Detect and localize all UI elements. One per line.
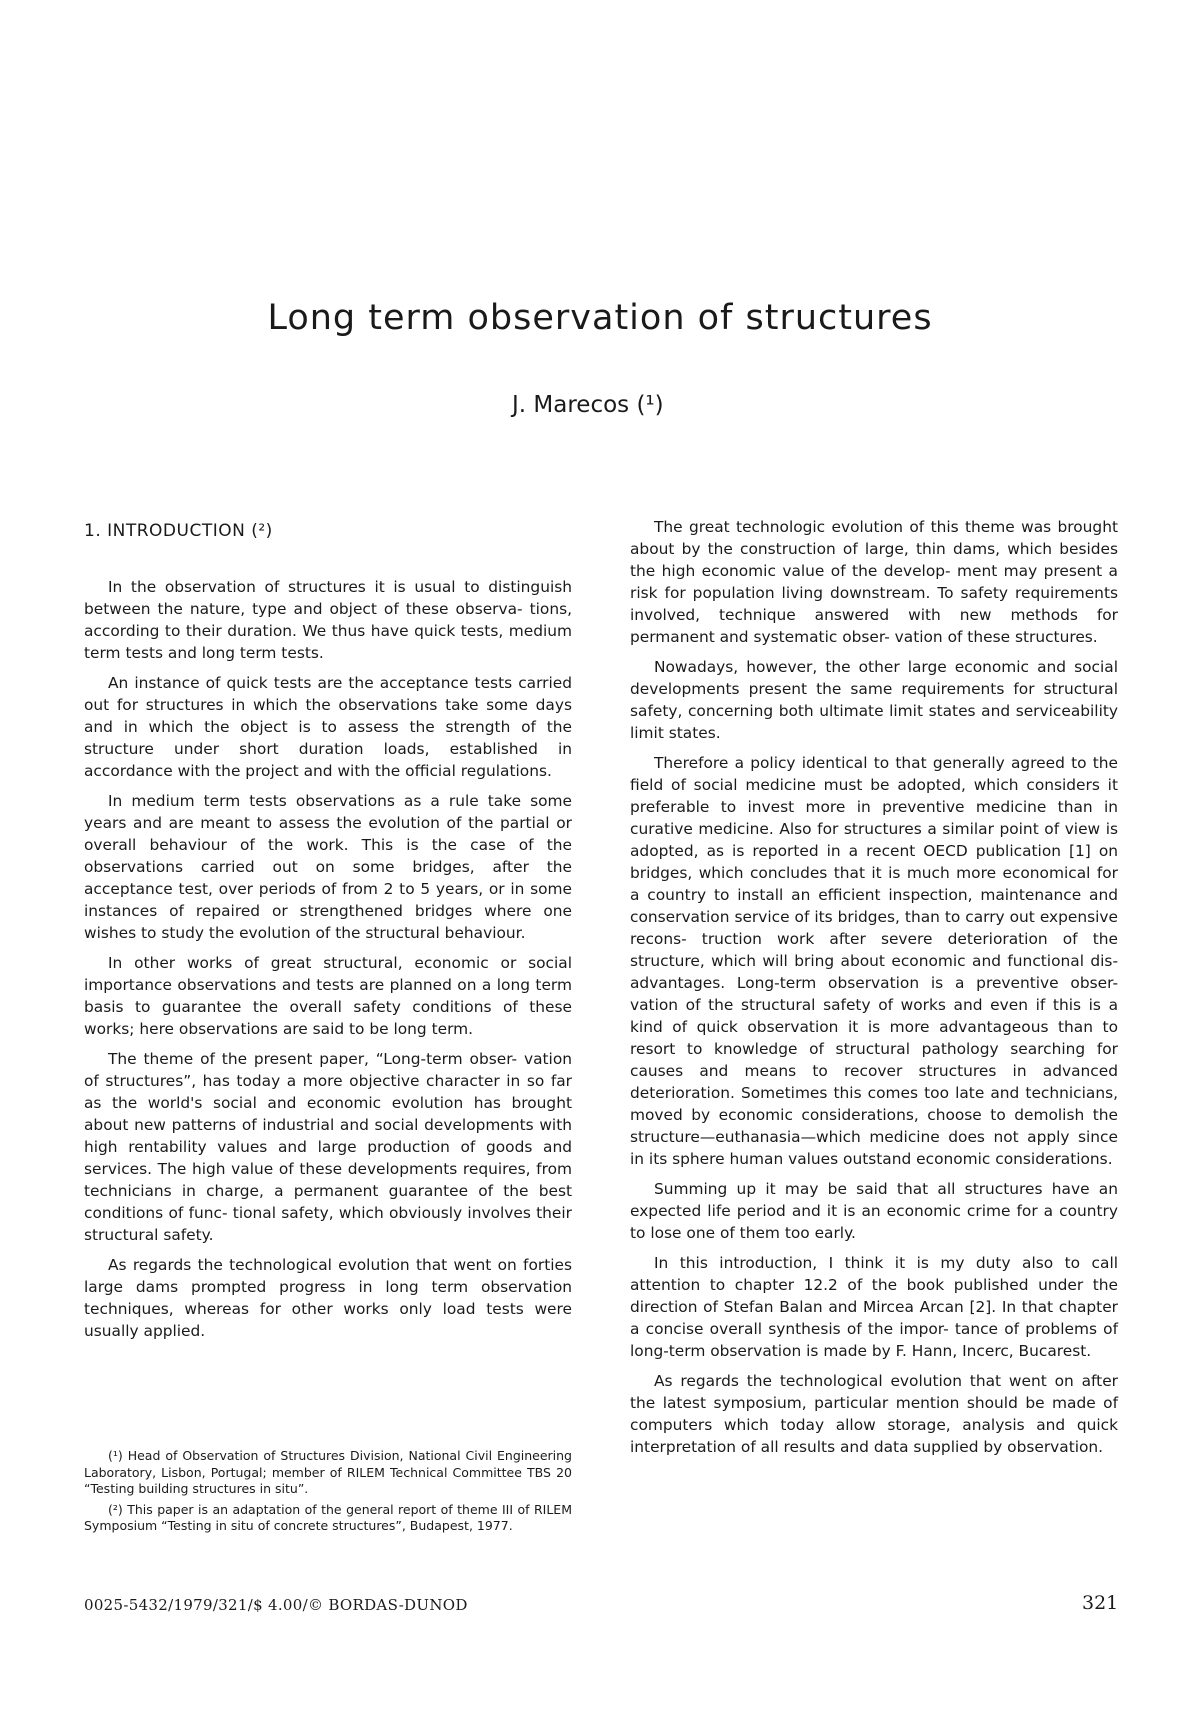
paper-author: J. Marecos (¹): [512, 392, 664, 418]
page-number: 321: [1082, 1592, 1119, 1614]
left-paragraph: In medium term tests observations as a rule take some years and are meant to assess the evolution of the partial or overall behaviour of the work. This is the case of the observations carried out on some bridges, after the acceptance test, over periods of from 2 to 5 years, or in some instances of repaired or strengthened bridges where one wishes to study the evolution of the structural behaviour.: [84, 792, 572, 942]
right-paragraph: The great technologic evolution of this theme was brought about by the construction of large, thin dams, which besides the high economic value of the develop- ment may present a risk for population living downstream. To safety requirements involved, technique answered with new methods for permanent and systematic obser- vation of these structures.: [630, 518, 1118, 646]
left-paragraph: As regards the technological evolution that went on forties large dams prompted progress in long term observation techniques, whereas for other works only load tests were usually applied.: [84, 1256, 572, 1340]
footer-code: 0025-5432/1979/321/$ 4.00/© BORDAS-DUNOD: [84, 1596, 468, 1614]
left-paragraph: An instance of quick tests are the acceptance tests carried out for structures in which the observations take some days and in which the object is to assess the strength of the structure under short duration loads, established in accordance with the project and with the official regulations.: [84, 674, 572, 780]
left-paragraph: The theme of the present paper, “Long-term obser- vation of structures”, has today a more objective character in so far as the world's social and economic evolution has brought about new patterns of industrial and social developments with high rentability values and large production of goods and services. The high value of these developments requires, from technicians in charge, a permanent guarantee of the best conditions of func- tional safety, which obviously involves their structural safety.: [84, 1050, 572, 1244]
footnotes: [84, 1448, 572, 1539]
section-heading: 1. INTRODUCTION (²): [84, 521, 273, 541]
left-paragraph: In the observation of structures it is usual to distinguish between the nature, type and object of these observa- tions, according to their duration. We thus have quick tests, medium term tests and long term tests.: [84, 578, 572, 662]
paper-title: Long term observation of structures: [267, 298, 933, 338]
right-paragraph: Summing up it may be said that all structures have an expected life period and it is an economic crime for a country to lose one of them too early.: [630, 1180, 1118, 1242]
right-paragraph: As regards the technological evolution that went on after the latest symposium, particular mention should be made of computers which today allow storage, analysis and quick interpretation of all results and data supplied by observation.: [630, 1372, 1118, 1456]
right-paragraph: Nowadays, however, the other large economic and social developments present the same requirements for structural safety, concerning both ultimate limit states and serviceability limit states.: [630, 658, 1118, 742]
right-column: [630, 516, 1118, 1466]
left-paragraph: In other works of great structural, economic or social importance observations and tests are planned on a long term basis to guarantee the overall safety conditions of these works; here observations are said to be long term.: [84, 954, 572, 1038]
left-column: [84, 520, 572, 1350]
footnote: (²) This paper is an adaptation of the general report of theme III of RILEM Symposium “Testing in situ of concrete structures”, Budapest, 1977.: [84, 1501, 572, 1533]
right-paragraph: In this introduction, I think it is my duty also to call attention to chapter 12.2 of the book published under the direction of Stefan Balan and Mircea Arcan [2]. In that chapter a concise overall synthesis of the impor- tance of problems of long-term observation is made by F. Hann, Incerc, Bucarest.: [630, 1254, 1118, 1360]
footnote: (¹) Head of Observation of Structures Division, National Civil Engineering Laboratory, Lisbon, Portugal; member of RILEM Technical Committee TBS 20 “Testing building structures in situ”.: [84, 1448, 572, 1496]
right-paragraph: Therefore a policy identical to that generally agreed to the field of social medicine must be adopted, which considers it preferable to invest more in preventive medicine than in curative medicine. Also for structures a similar point of view is adopted, as is reported in a recent OECD publication [1] on bridges, which concludes that it is much more economical for a country to install an efficient inspection, maintenance and conservation service of its bridges, than to carry out expensive recons- truction work after severe deterioration of the structure, which will bring about economic and functional dis- advantages. Long-term observation is a preventive obser- vation of the structural safety of works and even if this is a kind of quick observation it is more advantageous than to resort to knowledge of structural pathology searching for causes and means to recover structures in advanced deterioration. Sometimes this comes too late and technicians, moved by economic considerations, choose to demolish the structure—euthanasia—which medicine does not apply since in its sphere human values outstand economic considerations.: [630, 754, 1118, 1168]
